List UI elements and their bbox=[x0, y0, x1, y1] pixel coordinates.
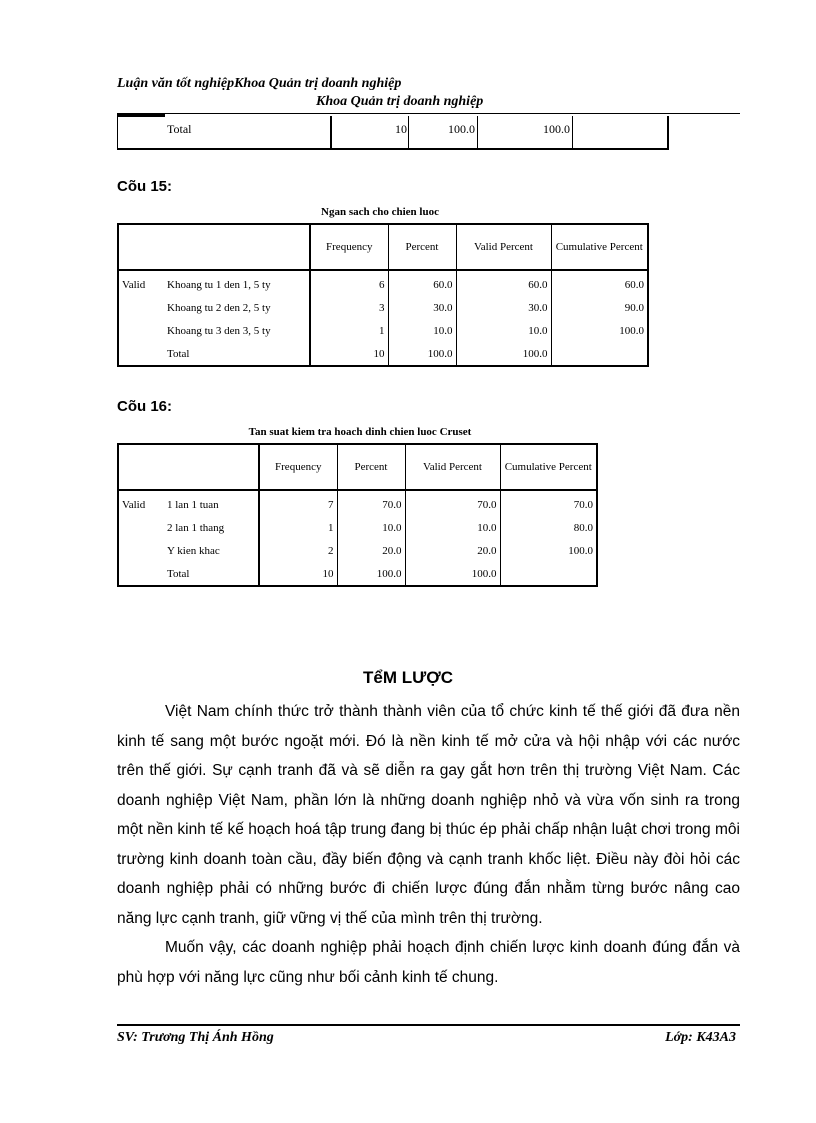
cell-valid-percent: 70.0 bbox=[405, 490, 500, 516]
cell-percent: 100.0 bbox=[337, 562, 405, 586]
q16-frequency-table bbox=[117, 443, 598, 587]
cell-valid-percent: 30.0 bbox=[456, 296, 551, 319]
cell-frequency: 3 bbox=[310, 296, 388, 319]
summary-body bbox=[117, 697, 740, 992]
row-label: Total bbox=[167, 567, 190, 580]
cell-percent: 30.0 bbox=[388, 296, 456, 319]
cell-cumulative: 90.0 bbox=[551, 296, 648, 319]
cell-percent: 100.0 bbox=[388, 342, 456, 366]
col-frequency: Frequency bbox=[310, 224, 388, 270]
cell-frequency: 1 bbox=[310, 319, 388, 342]
cell-frequency: 1 bbox=[259, 516, 337, 539]
row-label: 2 lan 1 thang bbox=[167, 521, 225, 534]
cell-cumulative: 60.0 bbox=[551, 270, 648, 296]
table-row bbox=[118, 296, 648, 319]
table-header-row bbox=[118, 444, 597, 490]
table-header-row bbox=[118, 224, 648, 270]
paragraph: Muốn vậy, các doanh nghiệp phải hoạch định chiến lược kinh doanh đúng đắn và phù hợp với năng lực cũng như bối cảnh kinh tế chung. bbox=[117, 939, 740, 986]
footer-rule bbox=[117, 1024, 740, 1026]
group-label: Valid bbox=[122, 498, 146, 511]
question-15-label: Cõu 15: bbox=[117, 178, 173, 195]
col-valid-percent: Valid Percent bbox=[456, 224, 551, 270]
cell-valid-percent: 10.0 bbox=[405, 516, 500, 539]
cell-frequency: 7 bbox=[259, 490, 337, 516]
cell-percent: 20.0 bbox=[337, 539, 405, 562]
col-cumulative-percent: Cumulative Percent bbox=[500, 444, 597, 490]
cell-valid-percent: 100.0 bbox=[405, 562, 500, 586]
running-header-line1: Luận văn tốt nghiệpKhoa Quản trị doanh nghiệp bbox=[117, 76, 402, 91]
col-frequency: Frequency bbox=[259, 444, 337, 490]
total-valid-percent: 100.0 bbox=[543, 122, 570, 136]
running-header-line2: Khoa Quản trị doanh nghiệp bbox=[316, 94, 484, 109]
cell-percent: 60.0 bbox=[388, 270, 456, 296]
cell-cumulative: 100.0 bbox=[551, 319, 648, 342]
col-cumulative-percent: Cumulative Percent bbox=[551, 224, 648, 270]
row-label: Total bbox=[167, 347, 190, 360]
cell-valid-percent: 10.0 bbox=[456, 319, 551, 342]
col-valid-percent: Valid Percent bbox=[405, 444, 500, 490]
table-row-total bbox=[118, 342, 648, 366]
cell-cumulative bbox=[500, 562, 597, 586]
cell-frequency: 10 bbox=[259, 562, 337, 586]
col-percent: Percent bbox=[388, 224, 456, 270]
cell-frequency: 2 bbox=[259, 539, 337, 562]
cell-percent: 10.0 bbox=[337, 516, 405, 539]
table-row bbox=[118, 490, 597, 516]
table-row bbox=[118, 539, 597, 562]
paragraph: Việt Nam chính thức trở thành thành viên của tổ chức kinh tế thế giới đã đưa nền kinh tế sang một bước ngoặt mới. Đó là nền kinh tế mở cửa và hội nhập với các nước trên thế giới. Sự cạnh tranh đã và sẽ diễn ra gay gắt hơn trên thị trường Việt Nam. Các doanh nghiệp Việt Nam, phần lớn là những doanh nghiệp nhỏ và vừa vốn sinh ra trong một nền kinh tế kế hoạch hoá tập trung đang bị thúc ép phải chấp nhận luật chơi trong môi trường kinh doanh toàn cầu, đầy biến động và cạnh tranh khốc liệt. Điều này đòi hỏi các doanh nghiệp phải có những bước đi chiến lược đúng đắn nhằm từng bước nâng cao năng lực cạnh tranh, giữ vững vị thế của mình trên thị trường. bbox=[117, 703, 740, 927]
cell-valid-percent: 100.0 bbox=[456, 342, 551, 366]
q16-table-title: Tan suat kiem tra hoach dinh chien luoc Cruset bbox=[248, 426, 472, 438]
total-percent: 100.0 bbox=[448, 122, 475, 136]
row-label: Y kien khac bbox=[167, 544, 220, 557]
footer-student: SV: Trương Thị Ánh Hồng bbox=[117, 1030, 274, 1045]
total-frequency: 10 bbox=[395, 122, 407, 136]
table-row bbox=[118, 319, 648, 342]
row-label: Khoang tu 3 den 3, 5 ty bbox=[167, 324, 271, 337]
row-label: Khoang tu 1 den 1, 5 ty bbox=[167, 278, 271, 291]
question-16-label: Cõu 16: bbox=[117, 398, 173, 415]
cell-percent: 70.0 bbox=[337, 490, 405, 516]
cell-cumulative: 100.0 bbox=[500, 539, 597, 562]
footer-class: Lớp: K43A3 bbox=[665, 1030, 736, 1045]
cell-valid-percent: 60.0 bbox=[456, 270, 551, 296]
cell-frequency: 10 bbox=[310, 342, 388, 366]
col-percent: Percent bbox=[337, 444, 405, 490]
row-label: Khoang tu 2 den 2, 5 ty bbox=[167, 301, 271, 314]
table-edge-mark bbox=[117, 114, 165, 117]
cell-frequency: 6 bbox=[310, 270, 388, 296]
cell-cumulative: 70.0 bbox=[500, 490, 597, 516]
group-label: Valid bbox=[122, 278, 146, 291]
row-label: 1 lan 1 tuan bbox=[167, 498, 219, 511]
q15-frequency-table bbox=[117, 223, 649, 367]
cell-cumulative: 80.0 bbox=[500, 516, 597, 539]
table-row bbox=[118, 516, 597, 539]
q15-table-title: Ngan sach cho chien luoc bbox=[321, 206, 439, 218]
cell-valid-percent: 20.0 bbox=[405, 539, 500, 562]
table-row-total bbox=[118, 562, 597, 586]
section-title: TểM LƯỢC bbox=[363, 668, 453, 687]
cell-cumulative bbox=[551, 342, 648, 366]
total-label: Total bbox=[167, 122, 192, 136]
previous-table-continuation bbox=[117, 114, 669, 150]
table-row bbox=[118, 270, 648, 296]
cell-percent: 10.0 bbox=[388, 319, 456, 342]
